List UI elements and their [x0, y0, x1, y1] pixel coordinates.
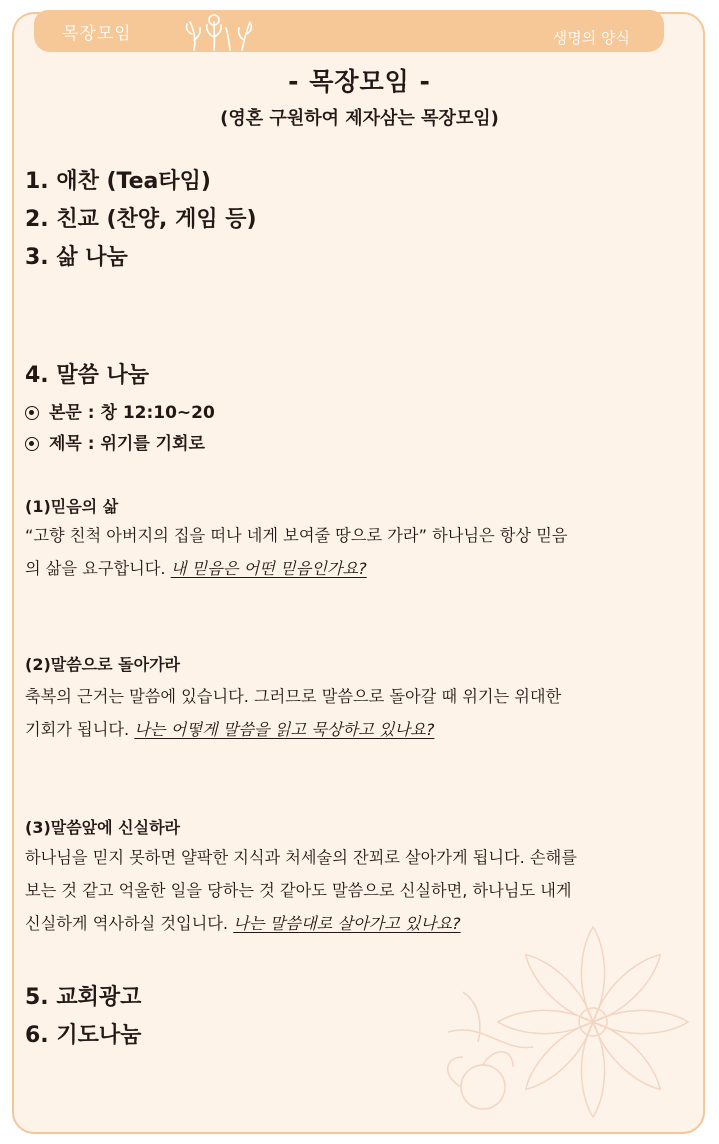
reflection-question: 나는 어떻게 말씀을 읽고 묵상하고 있나요? [134, 720, 435, 739]
paragraph-line: 기회가 됩니다. 나는 어떻게 말씀을 읽고 묵상하고 있나요? [25, 720, 435, 739]
agenda-item: 5. 교회광고 [25, 985, 142, 1010]
header-left-label: 목장모임 [62, 24, 132, 44]
circle-bullet-icon [25, 437, 39, 451]
paragraph-line: “고향 친척 아버지의 집을 떠나 네게 보여줄 땅으로 가라” 하나님은 항상 믿음 [25, 526, 568, 545]
section-paragraph [25, 680, 690, 746]
agenda-item: 6. 기도나눔 [25, 1023, 142, 1048]
section-heading: (3)말씀앞에 신실하라 [25, 818, 180, 837]
paragraph-line: 축복의 근거는 말씀에 있습니다. 그러므로 말씀으로 돌아갈 때 위기는 위대한 [25, 687, 562, 706]
agenda-item: 2. 친교 (찬양, 게임 등) [25, 207, 257, 232]
sermon-text-label: 본문 : 창 12:10~20 [49, 403, 215, 423]
paragraph-line: 신실하게 역사하실 것입니다. 나는 말씀대로 살아가고 있나요? [25, 914, 461, 933]
sermon-topic-bullet [25, 429, 205, 454]
sermon-topic-label: 제목 : 위기를 기회로 [49, 434, 205, 454]
reflection-question: 내 믿음은 어떤 믿음인가요? [170, 559, 367, 578]
agenda-item: 3. 삶 나눔 [25, 245, 128, 270]
sermon-text-bullet [25, 398, 215, 423]
section-paragraph [25, 519, 690, 585]
page-subtitle: (영혼 구원하여 제자삼는 목장모임) [220, 108, 499, 129]
header-tab [34, 10, 664, 52]
circle-bullet-icon [25, 406, 39, 420]
paragraph-line: 하나님을 믿지 못하면 얄팍한 지식과 처세술의 잔꾀로 살아가게 됩니다. 손해를 [25, 848, 577, 867]
floral-sprig-icon [184, 12, 254, 52]
section-paragraph [25, 841, 690, 940]
agenda-item: 4. 말씀 나눔 [25, 363, 149, 388]
reflection-question: 나는 말씀대로 살아가고 있나요? [233, 914, 461, 933]
header-right-label: 생명의 양식 [552, 29, 630, 47]
section-heading: (1)믿음의 삶 [25, 497, 119, 516]
paragraph-line: 보는 것 같고 억울한 일을 당하는 것 같아도 말씀으로 신실하면, 하나님도 내게 [25, 881, 572, 900]
section-heading: (2)말씀으로 돌아가라 [25, 655, 180, 674]
agenda-item: 1. 애찬 (Tea타임) [25, 169, 211, 194]
page-title: - 목장모임 - [288, 67, 431, 96]
paragraph-line: 의 삶을 요구합니다. 내 믿음은 어떤 믿음인가요? [25, 559, 367, 578]
